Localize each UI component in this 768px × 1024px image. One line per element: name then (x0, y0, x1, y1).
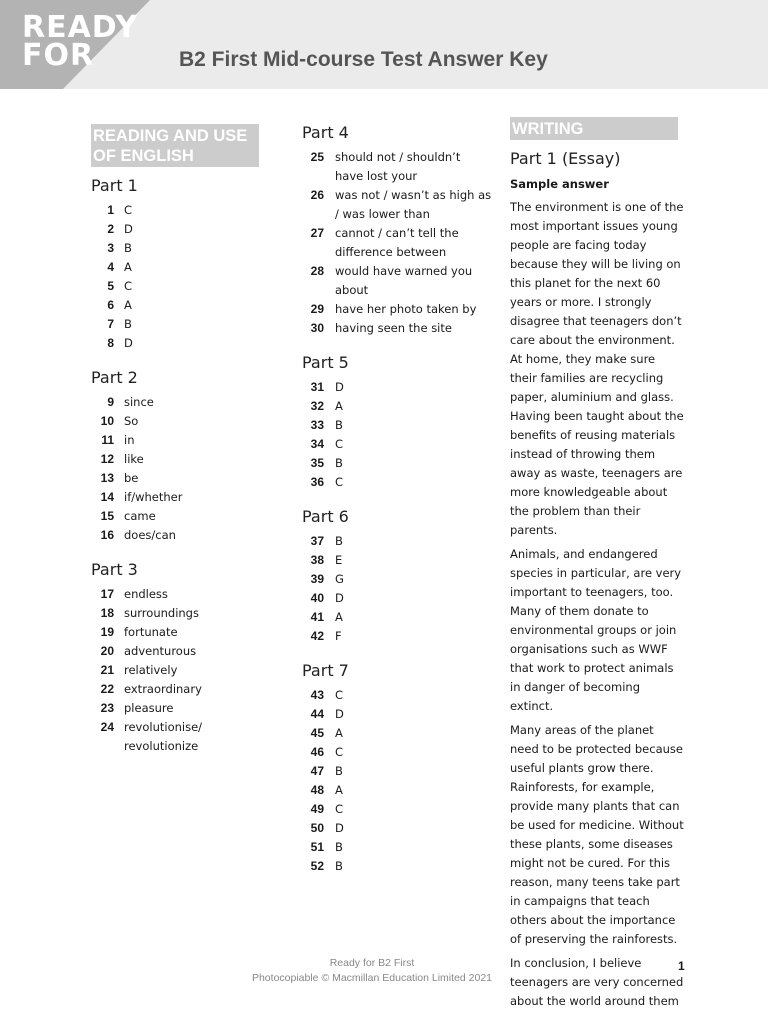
answer-item (91, 642, 271, 661)
question-number: 18 (100, 606, 114, 620)
answer-text: D (335, 591, 344, 605)
answer-item (91, 526, 271, 545)
question-number: 7 (107, 317, 114, 331)
answer-item (91, 315, 271, 334)
page-number: 1 (678, 959, 685, 973)
answer-item (302, 473, 492, 492)
answer-list (302, 532, 492, 646)
question-number: 10 (100, 414, 114, 428)
answer-text: F (335, 629, 342, 643)
question-number: 34 (310, 437, 324, 451)
answer-text: B (124, 317, 132, 331)
question-number: 6 (107, 298, 114, 312)
answer-text: endless (124, 587, 168, 601)
answer-text: having seen the site (335, 321, 452, 335)
answer-text: C (335, 802, 344, 816)
answer-item (91, 718, 271, 756)
answer-item (302, 262, 492, 300)
question-number: 2 (107, 222, 114, 236)
part-7 (302, 660, 492, 876)
answer-item (302, 686, 492, 705)
answer-item (302, 608, 492, 627)
answer-item (302, 627, 492, 646)
answer-item (302, 762, 492, 781)
logo: READY FOR (22, 10, 139, 73)
answer-item (302, 589, 492, 608)
answer-item (302, 857, 492, 876)
answer-list (91, 201, 271, 353)
answer-text: D (335, 707, 344, 721)
answer-item (91, 680, 271, 699)
answer-text: if/whether (124, 490, 183, 504)
essay-paragraph: Many areas of the planet need to be protected because useful plants grow there. Rainforests, for example, provide many plants that can be used for medicine. Without these plants, some diseases might not be cured. For this reason, many teens take part in campaigns that teach others about the importance of preserving the rainforests. (510, 723, 684, 946)
part-2 (91, 367, 271, 545)
answer-text: B (335, 534, 343, 548)
answer-item (302, 300, 492, 319)
answer-text: was not / wasn’t as high as / was lower than (335, 188, 492, 221)
answer-item (91, 393, 271, 412)
answer-item (91, 507, 271, 526)
answer-item (302, 800, 492, 819)
page-header (0, 0, 768, 89)
answer-text: D (124, 222, 133, 236)
question-number: 44 (310, 707, 324, 721)
part-4 (302, 122, 492, 338)
question-number: 39 (310, 572, 324, 586)
answer-item (302, 186, 492, 224)
answer-text: be (124, 471, 139, 485)
answer-text: B (124, 241, 132, 255)
answer-item (302, 743, 492, 762)
question-number: 15 (100, 509, 114, 523)
question-number: 13 (100, 471, 114, 485)
answer-list (91, 585, 271, 756)
question-number: 25 (310, 150, 324, 164)
answer-text: C (335, 745, 344, 759)
question-number: 17 (100, 587, 114, 601)
answer-list (302, 148, 492, 338)
answer-item (302, 819, 492, 838)
question-number: 11 (101, 433, 114, 447)
essay-text (510, 198, 685, 1011)
question-number: 27 (310, 226, 324, 240)
answer-text: B (335, 456, 343, 470)
answer-text: relatively (124, 663, 178, 677)
answer-item (302, 781, 492, 800)
sample-answer-label: Sample answer (510, 177, 609, 191)
question-number: 19 (100, 625, 114, 639)
answer-item (302, 705, 492, 724)
answer-item (302, 724, 492, 743)
part-heading: Part 4 (302, 123, 349, 142)
answer-item (91, 431, 271, 450)
question-number: 20 (100, 644, 114, 658)
answer-text: B (335, 859, 343, 873)
question-number: 3 (107, 241, 114, 255)
question-number: 46 (310, 745, 324, 759)
answer-item (91, 296, 271, 315)
answer-item (302, 838, 492, 857)
footer-book-title: Ready for B2 First (329, 957, 415, 969)
answer-item (91, 258, 271, 277)
essay-paragraph: The environment is one of the most important issues young people are facing today because they will be living on this planet for the next 60 years or more. I strongly disagree that teenagers don’t care about the environment. At home, they make sure their families are recycling paper, aluminium and glass. Having been taught about the benefits of reusing materials instead of throwing them away as waste, teenagers are more knowledgeable about the problem than their parents. (510, 200, 684, 537)
answer-text: like (124, 452, 144, 466)
question-number: 48 (310, 783, 324, 797)
question-number: 33 (310, 418, 324, 432)
answer-text: D (335, 380, 344, 394)
answer-text: fortunate (124, 625, 178, 639)
answer-item (91, 334, 271, 353)
answer-text: E (335, 553, 343, 567)
essay-part-title: Part 1 (Essay) (510, 149, 621, 168)
question-number: 16 (100, 528, 114, 542)
answer-text: came (124, 509, 156, 523)
answer-item (91, 488, 271, 507)
answer-item (91, 604, 271, 623)
answer-text: A (335, 399, 343, 413)
answer-text: G (335, 572, 344, 586)
answer-text: since (124, 395, 154, 409)
answer-item (91, 412, 271, 431)
question-number: 5 (107, 279, 114, 293)
answer-list (302, 378, 492, 492)
column-left (91, 124, 271, 770)
answer-item (302, 319, 492, 338)
answer-text: in (124, 433, 135, 447)
question-number: 50 (310, 821, 324, 835)
answer-text: So (124, 414, 139, 428)
answer-text: surroundings (124, 606, 199, 620)
answer-item (302, 224, 492, 262)
question-number: 26 (310, 188, 324, 202)
answer-text: A (335, 726, 343, 740)
answer-text: A (335, 610, 343, 624)
question-number: 8 (107, 336, 114, 350)
answer-text: A (124, 298, 132, 312)
question-number: 22 (100, 682, 114, 696)
question-number: 45 (310, 726, 324, 740)
part-heading: Part 6 (302, 507, 349, 526)
answer-text: C (335, 475, 344, 489)
question-number: 29 (310, 302, 324, 316)
answer-text: B (335, 840, 343, 854)
question-number: 31 (310, 380, 324, 394)
question-number: 28 (310, 264, 324, 278)
answer-item (302, 454, 492, 473)
answer-item (91, 623, 271, 642)
question-number: 41 (310, 610, 324, 624)
answer-text: C (335, 437, 344, 451)
answer-text: adventurous (124, 644, 197, 658)
answer-text: pleasure (124, 701, 174, 715)
answer-text: should not / shouldn’t have lost your (335, 150, 461, 183)
answer-item (302, 148, 492, 186)
answer-item (91, 201, 271, 220)
section-heading-writing: WRITING (510, 117, 678, 140)
question-number: 14 (100, 490, 114, 504)
answer-text: have her photo taken by (335, 302, 477, 316)
answer-item (91, 220, 271, 239)
question-number: 40 (310, 591, 324, 605)
question-number: 21 (100, 663, 114, 677)
question-number: 23 (100, 701, 114, 715)
part-heading: Part 7 (302, 661, 349, 680)
question-number: 30 (310, 321, 324, 335)
essay-paragraph: Animals, and endangered species in particular, are very important to teenagers, too. Many of them donate to environmental groups or join organisations such as WWF that work to protect animals in danger of becoming extinct. (510, 547, 682, 713)
answer-text: B (335, 418, 343, 432)
footer-copyright: Photocopiable © Macmillan Education Limited 2021 (251, 972, 493, 984)
question-number: 9 (107, 395, 114, 409)
answer-text: C (124, 203, 133, 217)
part-heading: Part 1 (91, 176, 138, 195)
answer-item (302, 551, 492, 570)
question-number: 4 (107, 260, 114, 274)
answer-text: cannot / can’t tell the difference between (335, 226, 459, 259)
answer-text: D (335, 821, 344, 835)
answer-text: D (124, 336, 133, 350)
question-number: 37 (310, 534, 324, 548)
page-footer (200, 956, 544, 986)
answer-text: does/can (124, 528, 176, 542)
answer-list (302, 686, 492, 876)
question-number: 52 (310, 859, 324, 873)
answer-item (91, 699, 271, 718)
question-number: 36 (310, 475, 324, 489)
column-right (510, 117, 685, 1016)
answer-text: A (124, 260, 132, 274)
part-5 (302, 352, 492, 492)
essay-paragraph: In conclusion, I believe teenagers are very concerned about the world around them (510, 956, 684, 1008)
part-heading: Part 5 (302, 353, 349, 372)
question-number: 35 (310, 456, 324, 470)
answer-text: C (124, 279, 133, 293)
section-heading-reading: READING AND USE OF ENGLISH (91, 124, 259, 167)
answer-item (302, 532, 492, 551)
answer-item (91, 661, 271, 680)
column-middle (302, 122, 492, 890)
part-6 (302, 506, 492, 646)
answer-text: would have warned you about (335, 264, 473, 297)
answer-item (302, 378, 492, 397)
question-number: 1 (107, 203, 114, 217)
answer-item (302, 416, 492, 435)
question-number: 32 (310, 399, 324, 413)
answer-item (91, 239, 271, 258)
question-number: 51 (310, 840, 324, 854)
question-number: 43 (310, 688, 324, 702)
part-heading: Part 3 (91, 560, 138, 579)
answer-item (91, 469, 271, 488)
answer-item (91, 585, 271, 604)
answer-item (91, 277, 271, 296)
document-title: B2 First Mid-course Test Answer Key (179, 48, 548, 71)
answer-text: C (335, 688, 344, 702)
answer-item (302, 397, 492, 416)
part-1 (91, 175, 271, 353)
question-number: 47 (310, 764, 324, 778)
question-number: 38 (310, 553, 324, 567)
answer-item (302, 435, 492, 454)
answer-text: B (335, 764, 343, 778)
question-number: 49 (310, 802, 324, 816)
answer-item (302, 570, 492, 589)
part-heading: Part 2 (91, 368, 138, 387)
answer-text: extraordinary (124, 682, 202, 696)
question-number: 42 (310, 629, 324, 643)
answer-text: A (335, 783, 343, 797)
answer-text: revolutionise/ revolutionize (124, 720, 203, 753)
answer-list (91, 393, 271, 545)
answer-item (91, 450, 271, 469)
part-3 (91, 559, 271, 756)
question-number: 24 (100, 720, 114, 734)
question-number: 12 (100, 452, 114, 466)
